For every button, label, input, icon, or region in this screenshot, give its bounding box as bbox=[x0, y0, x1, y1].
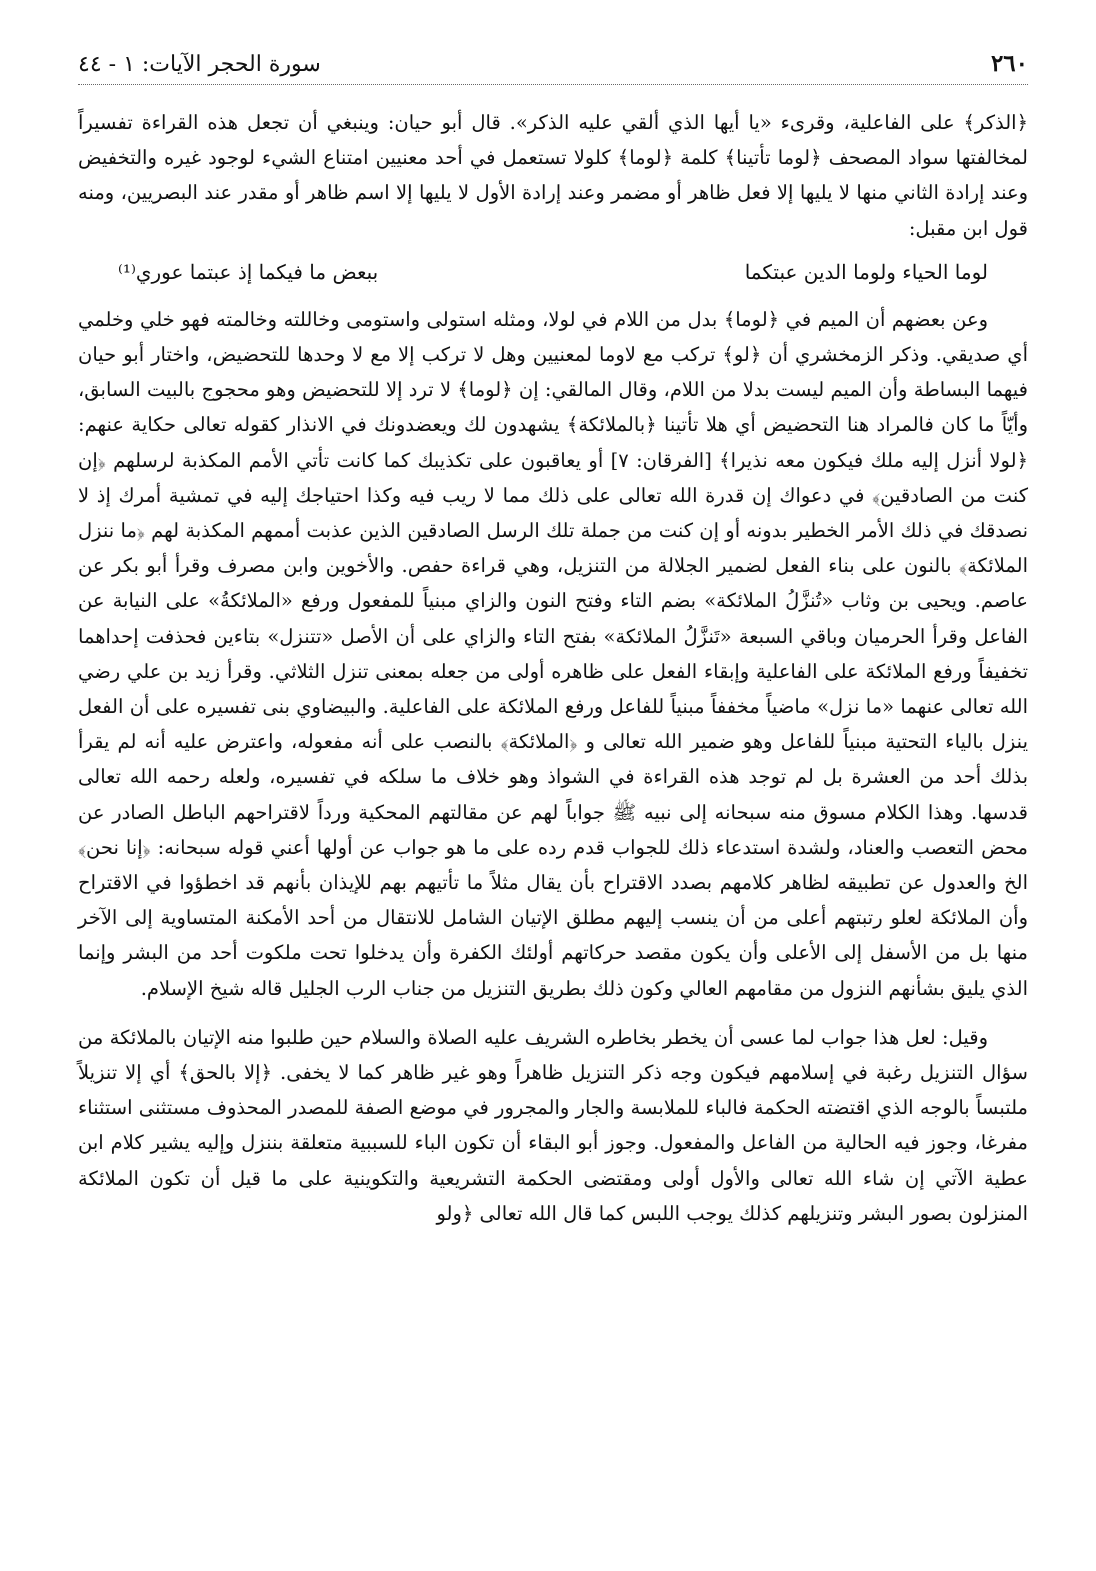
document-page bbox=[78, 50, 1028, 1231]
poetry-verse bbox=[78, 252, 1028, 292]
page-header bbox=[78, 50, 1028, 85]
paragraph-1: ﴿الذكر﴾ على الفاعلية، وقرىء «يا أيها الذي ألقي عليه الذكر». قال أبو حيان: وينبغي أن تجعل هذه القراءة تفسيراً لمخالفتها سواد المصحف ﴿لوما تأتينا﴾ كلمة ﴿لوما﴾ كلولا تستعمل في أحد معنيين امتناع الشيء لوجود غيره والتخفيض وعند إرادة الثاني منها لا يليها إلا فعل ظاهر أو مضمر وعند إرادة الأول لا يليها إلا اسم ظاهر أو مقدر عند البصريين، ومنه قول ابن مقبل: bbox=[78, 111, 1028, 240]
paragraph-2: وعن بعضهم أن الميم في ﴿لوما﴾ بدل من اللام في لولا، ومثله استولى واستومى وخاللته وخالمته فهو خلي وخلمي أي صديقي. وذكر الزمخشري أن ﴿لو﴾ تركب مع لاوما لمعنيين وهل لا تركب إلا مع لا وحدها للتحضيض، واختار أبو حيان فيهما البساطة وأن الميم ليست بدلا من اللام، وقال المالقي: إن ﴿لوما﴾ لا ترد إلا للتحضيض وهو محجوج بالبيت السابق، وأيّاً ما كان فالمراد هنا التحضيض أي هلا تأتينا ﴿بالملائكة﴾ يشهدون لك ويعضدونك في الانذار كقوله تعالى حكاية عنهم: ﴿لولا أنزل إليه ملك فيكون معه نذيرا﴾ [الفرقان: ٧] أو يعاقبون على تكذيبك كما كانت تأتي الأمم المكذبة لرسلهم ﴿إن كنت من الصادقين﴾ في دعواك إن قدرة الله تعالى على ذلك مما لا ريب فيه وكذا احتياجك إليه في تمشية أمرك إذ لا نصدقك في ذلك الأمر الخطير بدونه أو إن كنت من جملة تلك الرسل الصادقين الذين عذبت أممهم المكذبة لهم ﴿ما ننزل الملائكة﴾ بالنون على بناء الفعل لضمير الجلالة من التنزيل، وهي قراءة حفص. والأخوين وابن مصرف وقرأ أبو بكر عن عاصم. ويحيى بن وثاب «تُنزَّلُ الملائكة» بضم التاء وفتح النون والزاي مبنياً للمفعول ورفع «الملائكةُ» على النيابة عن الفاعل وقرأ الحرميان وباقي السبعة «تَنزَّلُ الملائكة» بفتح التاء والزاي على أن الأصل «تتنزل» بتاءين فحذفت إحداهما تخفيفاً ورفع الملائكة على الفاعلية وإبقاء الفعل على ظاهره أولى من جعله بمعنى تنزل الثلاثي. وقرأ زيد بن علي رضي الله تعالى عنهما «ما نزل» ماضياً مخففاً مبنياً للفاعل ورفع الملائكة على الفاعلية. والبيضاوي بنى تفسيره على أن الفعل ينزل بالياء التحتية مبنياً للفاعل وهو ضمير الله تعالى و ﴿الملائكة﴾ بالنصب على أنه مفعوله، واعترض عليه أنه لم يقرأ بذلك أحد من العشرة بل لم توجد هذه القراءة في الشواذ وهو خلاف ما سلكه في تفسيره، ولعله رحمه الله تعالى قدسها. وهذا الكلام مسوق منه سبحانه إلى نبيه ﷺ جواباً لهم عن مقالتهم المحكية ورداً لاقتراحهم الباطل الصادر عن محض التعصب والعناد، ولشدة استدعاء ذلك للجواب قدم رده على ما هو جواب عن أولها أعني قوله سبحانه: ﴿إنا نحن﴾ الخ والعدول عن تطبيقه لظاهر كلامهم بصدد الاقتراح بأن يقال مثلاً ما تأتيهم بهم للإيذان بأنهم قد اخطؤوا في الاقتراح وأن الملائكة لعلو رتبتهم أعلى من أن ينسب إليهم مطلق الإتيان الشامل للانتقال من أحد الأمكنة المتساوية إلى الآخر منها بل من الأسفل إلى الأعلى وأن يكون مقصد حركاتهم أولئك الكفرة وأن يدخلوا تحت ملكوت أحد من البشر وإنما الذي يليق بشأنهم النزول من مقامهم العالي وكون ذلك بطريق التنزيل من جناب الرب الجليل قاله شيخ الإسلام. bbox=[78, 307, 1028, 1000]
verse-second-hemistich: ببعض ما فيكما إذ عبتما عوري⁽¹⁾ bbox=[118, 259, 379, 284]
paragraph-3: وقيل: لعل هذا جواب لما عسى أن يخطر بخاطره الشريف عليه الصلاة والسلام حين طلبوا منه الإتيان بالملائكة من سؤال التنزيل رغبة في إسلامهم فيكون وجه ذكر التنزيل ظاهراً وهو غير ظاهر كما لا يخفى. ﴿إلا بالحق﴾ أي إلا تنزيلاً ملتبساً بالوجه الذي اقتضته الحكمة فالباء للملابسة والجار والمجرور في موضع الصفة للمصدر المحذوف مستثنى استثناء مفرغا، وجوز فيه الحالية من الفاعل والمفعول. وجوز أبو البقاء أن تكون الباء للسببية متعلقة بننزل وإليه يشير كلام ابن عطية الآتي إن شاء الله تعالى والأول أولى ومقتضى الحكمة التشريعية والتكوينية على ما قيل أن تكون الملائكة المنزلون بصور البشر وتنزيلهم كذلك يوجب اللبس كما قال الله تعالى ﴿ولو bbox=[78, 1025, 1028, 1225]
page-number: ٢٦٠ bbox=[990, 50, 1028, 77]
verse-first-hemistich: لوما الحياء ولوما الدين عبتكما bbox=[744, 259, 988, 284]
surah-title: سورة الحجر الآيات: ١ - ٤٤ bbox=[78, 52, 321, 77]
